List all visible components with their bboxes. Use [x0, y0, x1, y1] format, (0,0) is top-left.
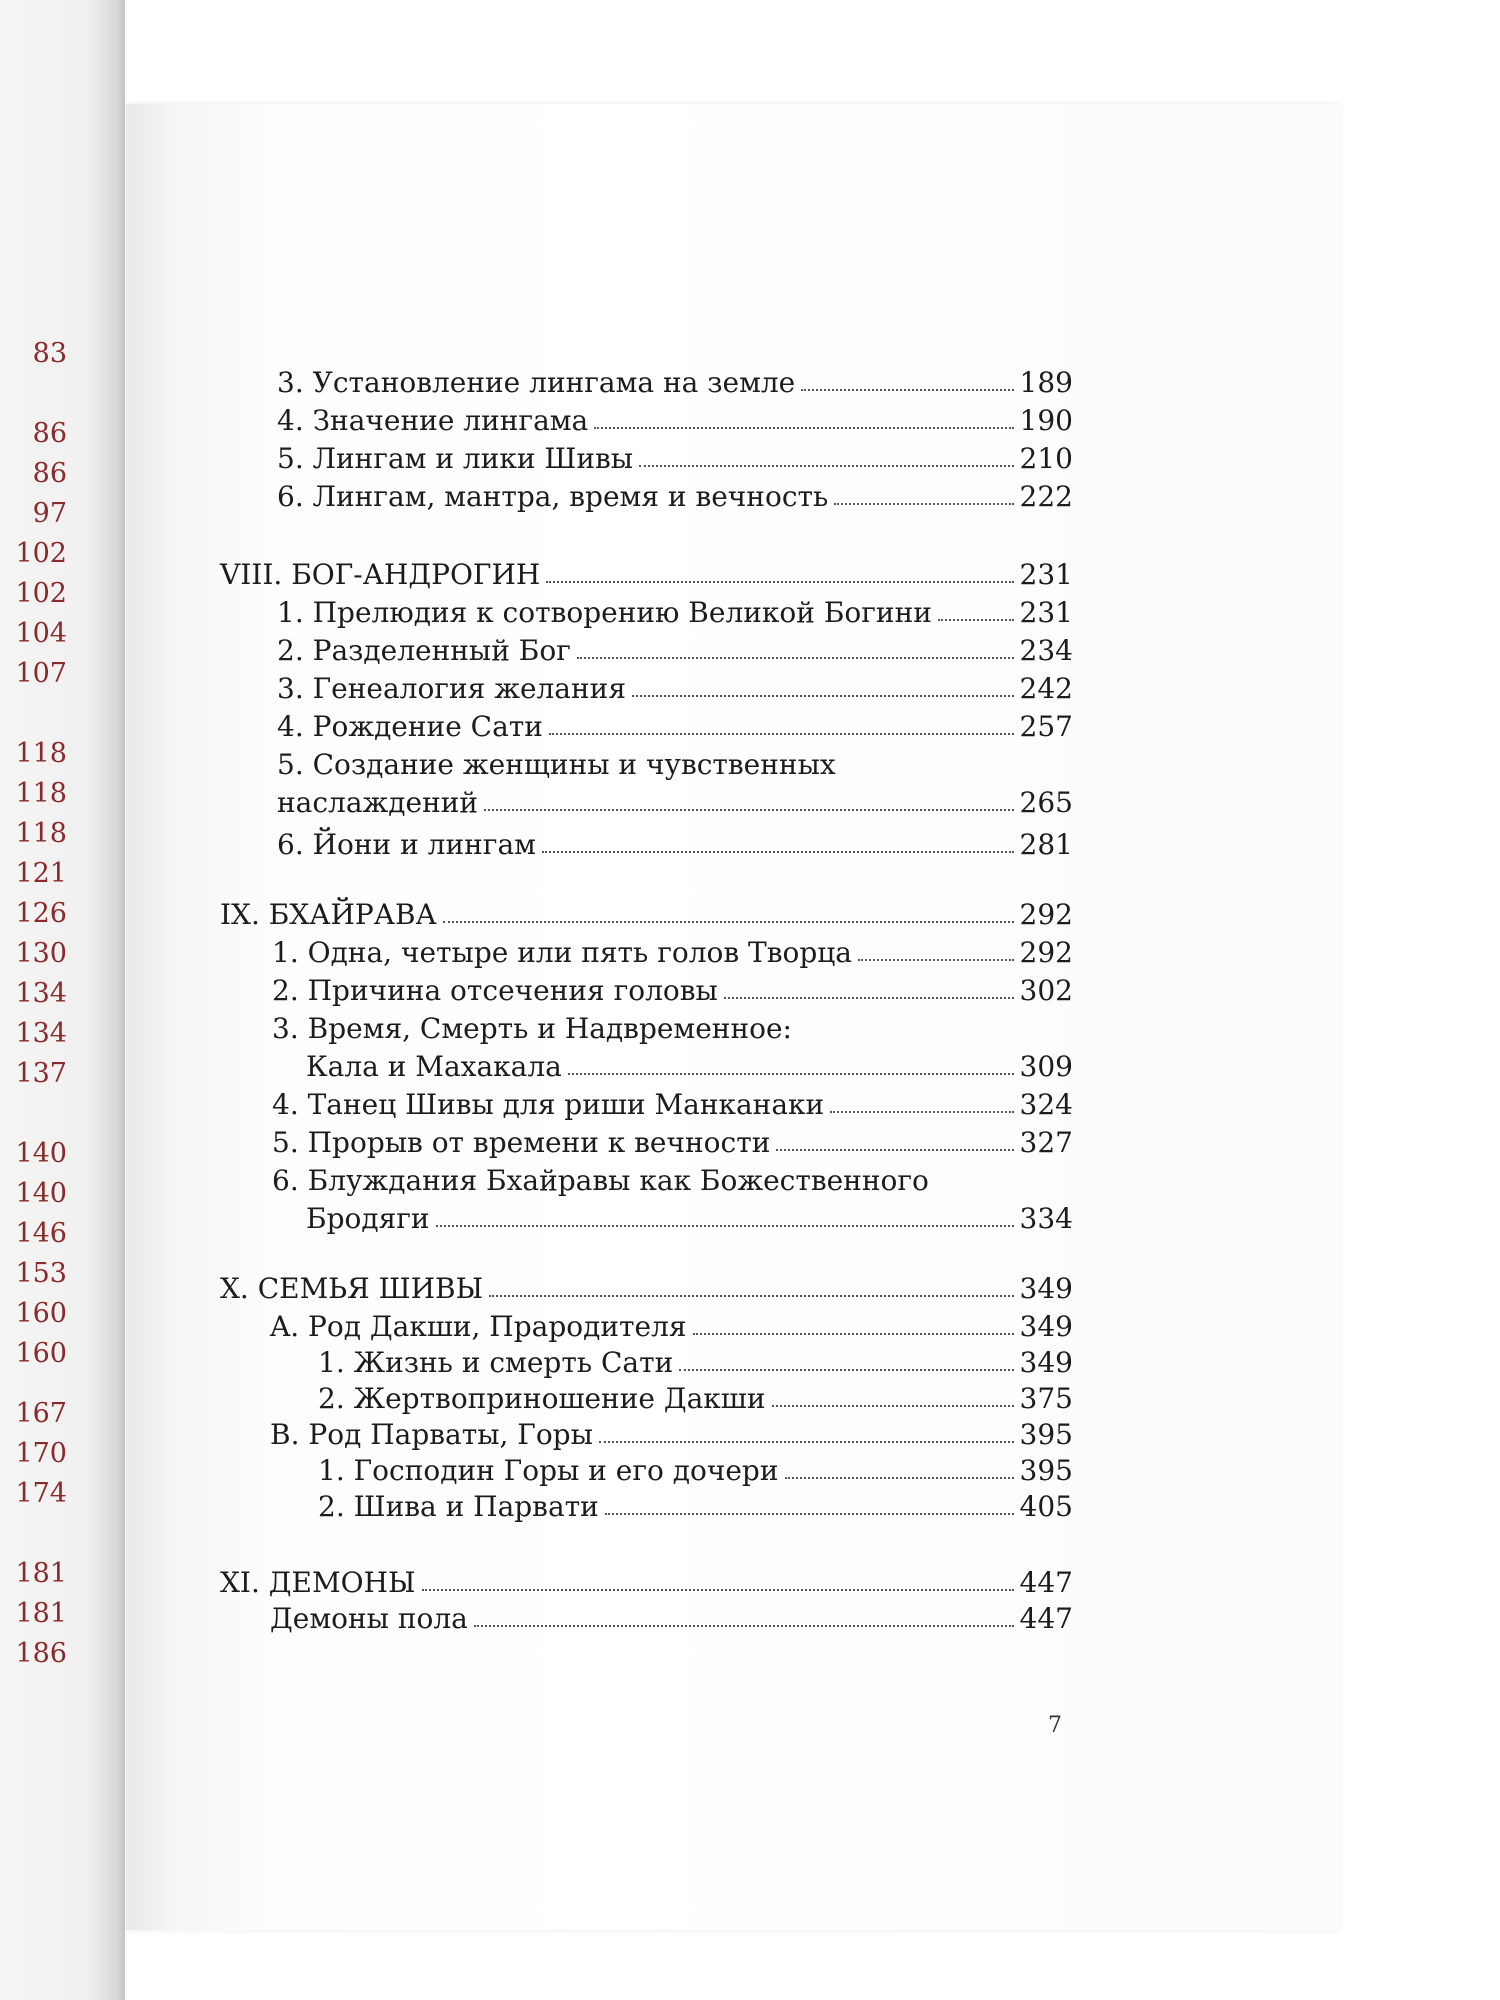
left-page-number: 118 — [15, 738, 67, 769]
left-page-number: 181 — [15, 1558, 67, 1589]
toc-entry-label: 1. Одна, четыре или пять голов Творца — [272, 936, 852, 969]
left-page-number: 160 — [15, 1298, 67, 1329]
left-page-number: 186 — [15, 1638, 67, 1669]
left-page-number: 174 — [15, 1478, 67, 1509]
left-page-number: 102 — [15, 578, 67, 609]
toc-entry-label: 4. Значение лингама — [277, 404, 589, 437]
dot-leader — [577, 656, 1014, 659]
dot-leader — [542, 850, 1014, 853]
toc-subentry — [318, 1346, 1073, 1380]
toc-entry-label-line: 5. Создание женщины и чувственных — [277, 748, 836, 781]
toc-entry-page: 349 — [1019, 1272, 1073, 1305]
toc-subentry — [270, 1310, 1073, 1344]
dot-leader — [568, 1072, 1014, 1075]
toc-subentry — [277, 710, 1073, 744]
toc-subentry — [277, 672, 1073, 706]
dot-leader — [474, 1624, 1014, 1627]
toc-entry-page: 405 — [1019, 1490, 1073, 1523]
toc-entry-page: 231 — [1019, 558, 1073, 591]
dot-leader — [858, 958, 1014, 961]
left-page-number: 104 — [15, 618, 67, 649]
dot-leader — [938, 618, 1014, 621]
toc-entry-label: VIII. БОГ-АНДРОГИН — [220, 558, 541, 591]
toc-entry-page: 375 — [1019, 1382, 1073, 1415]
toc-entry-page: 302 — [1019, 974, 1073, 1007]
toc-subentry — [277, 828, 1073, 862]
toc-subentry — [318, 1490, 1073, 1524]
dot-leader — [834, 502, 1013, 505]
toc-entry-label: 3. Установление лингама на земле — [277, 366, 796, 399]
toc-subentry — [306, 1202, 1073, 1236]
toc-entry-page: 210 — [1019, 442, 1073, 475]
toc-subentry — [277, 596, 1073, 630]
toc-entry-page: 309 — [1019, 1050, 1073, 1083]
toc-entry-label: A. Род Дакши, Прародителя — [270, 1310, 687, 1343]
toc-entry-page: 292 — [1019, 898, 1073, 931]
toc-subentry — [272, 936, 1073, 970]
left-page-number: 86 — [32, 458, 67, 489]
dot-leader — [594, 426, 1013, 429]
left-page-number: 118 — [15, 778, 67, 809]
left-page-number: 121 — [15, 858, 67, 889]
toc-subentry — [277, 480, 1073, 514]
toc-entry-label: 2. Разделенный Бог — [277, 634, 571, 667]
left-page-number: 118 — [15, 818, 67, 849]
toc-entry-label-line: 3. Время, Смерть и Надвременное: — [272, 1012, 792, 1045]
left-page-number: 134 — [15, 978, 67, 1009]
dot-leader — [489, 1294, 1013, 1297]
dot-leader — [801, 388, 1013, 391]
toc-entry-label: 2. Причина отсечения головы — [272, 974, 718, 1007]
dot-leader — [422, 1588, 1014, 1591]
toc-entry-label: IX. БХАЙРАВА — [220, 898, 437, 931]
toc-subentry — [318, 1382, 1073, 1416]
toc-subentry — [272, 1088, 1073, 1122]
toc-entry-page: 395 — [1019, 1418, 1073, 1451]
toc-subentry — [277, 634, 1073, 668]
left-page-number: 130 — [15, 938, 67, 969]
toc-entry-page: 281 — [1019, 828, 1073, 861]
dot-leader — [772, 1404, 1014, 1407]
toc-entry-page: 189 — [1019, 366, 1073, 399]
left-page-number: 170 — [15, 1438, 67, 1469]
left-page-number: 126 — [15, 898, 67, 929]
dot-leader — [546, 580, 1013, 583]
toc-chapter — [220, 1566, 1073, 1600]
left-page-number: 97 — [32, 498, 67, 529]
toc-subentry — [270, 1418, 1073, 1452]
toc-subentry — [306, 1050, 1073, 1084]
toc-entry-page: 334 — [1019, 1202, 1073, 1235]
toc-entry-page: 349 — [1019, 1310, 1073, 1343]
toc-entry-page: 349 — [1019, 1346, 1073, 1379]
toc-entry-label: 2. Жертвоприношение Дакши — [318, 1382, 766, 1415]
dot-leader — [679, 1368, 1013, 1371]
toc-entry-page: 447 — [1019, 1602, 1073, 1635]
toc-chapter — [220, 898, 1073, 932]
left-page-number: 107 — [15, 658, 67, 689]
dot-leader — [724, 996, 1014, 999]
toc-chapter — [220, 1272, 1073, 1306]
toc-entry-label: 2. Шива и Парвати — [318, 1490, 599, 1523]
toc-subentry — [277, 366, 1073, 400]
dot-leader — [484, 808, 1013, 811]
toc-entry-label: наслаждений — [277, 786, 479, 819]
dot-leader — [599, 1440, 1014, 1443]
left-page-number: 134 — [15, 1018, 67, 1049]
page-number: 7 — [1048, 1713, 1062, 1738]
toc-entry-label: 6. Йони и лингам — [277, 828, 536, 861]
toc-entry-label: 6. Лингам, мантра, время и вечность — [277, 480, 829, 513]
toc-entry-label: Демоны пола — [270, 1602, 468, 1635]
left-page-number: 160 — [15, 1338, 67, 1369]
toc-entry-label: 3. Генеалогия желания — [277, 672, 626, 705]
toc-entry-page: 324 — [1019, 1088, 1073, 1121]
dot-leader — [693, 1332, 1014, 1335]
toc-entry-page: 395 — [1019, 1454, 1073, 1487]
toc-entry-page: 257 — [1019, 710, 1073, 743]
toc-entry-page: 292 — [1019, 936, 1073, 969]
toc-entry-page: 234 — [1019, 634, 1073, 667]
toc-chapter — [220, 558, 1073, 592]
toc-entry-label: 5. Прорыв от времени к вечности — [272, 1126, 771, 1159]
dot-leader — [549, 732, 1014, 735]
toc-subentry — [272, 974, 1073, 1008]
dot-leader — [436, 1224, 1014, 1227]
toc-entry-label: 1. Прелюдия к сотворению Великой Богини — [277, 596, 932, 629]
toc-entry-label: 4. Танец Шивы для риши Манканаки — [272, 1088, 825, 1121]
toc-entry-page: 447 — [1019, 1566, 1073, 1599]
dot-leader — [605, 1512, 1014, 1515]
toc-entry-page: 327 — [1019, 1126, 1073, 1159]
toc-entry-page: 231 — [1019, 596, 1073, 629]
left-page-number: 153 — [15, 1258, 67, 1289]
dot-leader — [776, 1148, 1013, 1151]
toc-entry-label: 1. Жизнь и смерть Сати — [318, 1346, 674, 1379]
toc-entry-page: 265 — [1019, 786, 1073, 819]
left-page-number: 140 — [15, 1138, 67, 1169]
left-page-number: 140 — [15, 1178, 67, 1209]
left-page-number: 137 — [15, 1058, 67, 1089]
toc-subentry — [270, 1602, 1073, 1636]
dot-leader — [632, 694, 1014, 697]
toc-entry-label: 5. Лингам и лики Шивы — [277, 442, 634, 475]
toc-entry-label: 4. Рождение Сати — [277, 710, 543, 743]
toc-subentry — [272, 1126, 1073, 1160]
toc-entry-page: 222 — [1019, 480, 1073, 513]
toc-entry-label: XI. ДЕМОНЫ — [220, 1566, 416, 1599]
toc-entry-label-line: 6. Блуждания Бхайравы как Божественного — [272, 1164, 929, 1197]
left-page-number: 83 — [32, 338, 67, 369]
toc-subentry — [318, 1454, 1073, 1488]
dot-leader — [443, 920, 1014, 923]
toc-entry-label: 1. Господин Горы и его дочери — [318, 1454, 779, 1487]
toc-subentry — [277, 442, 1073, 476]
left-page-number: 167 — [15, 1398, 67, 1429]
toc-entry-page: 242 — [1019, 672, 1073, 705]
dot-leader — [785, 1476, 1014, 1479]
toc-entry-label: Бродяги — [306, 1202, 430, 1235]
left-page-number: 102 — [15, 538, 67, 569]
toc-entry-page: 190 — [1019, 404, 1073, 437]
toc-entry-label: B. Род Парваты, Горы — [270, 1418, 593, 1451]
toc-subentry — [277, 786, 1073, 820]
dot-leader — [639, 464, 1013, 467]
dot-leader — [830, 1110, 1013, 1113]
toc-entry-label: Кала и Махакала — [306, 1050, 562, 1083]
toc-subentry — [277, 404, 1073, 438]
left-page-number: 86 — [32, 418, 67, 449]
left-page-number: 146 — [15, 1218, 67, 1249]
left-page-number: 181 — [15, 1598, 67, 1629]
toc-entry-label: X. СЕМЬЯ ШИВЫ — [220, 1272, 484, 1305]
